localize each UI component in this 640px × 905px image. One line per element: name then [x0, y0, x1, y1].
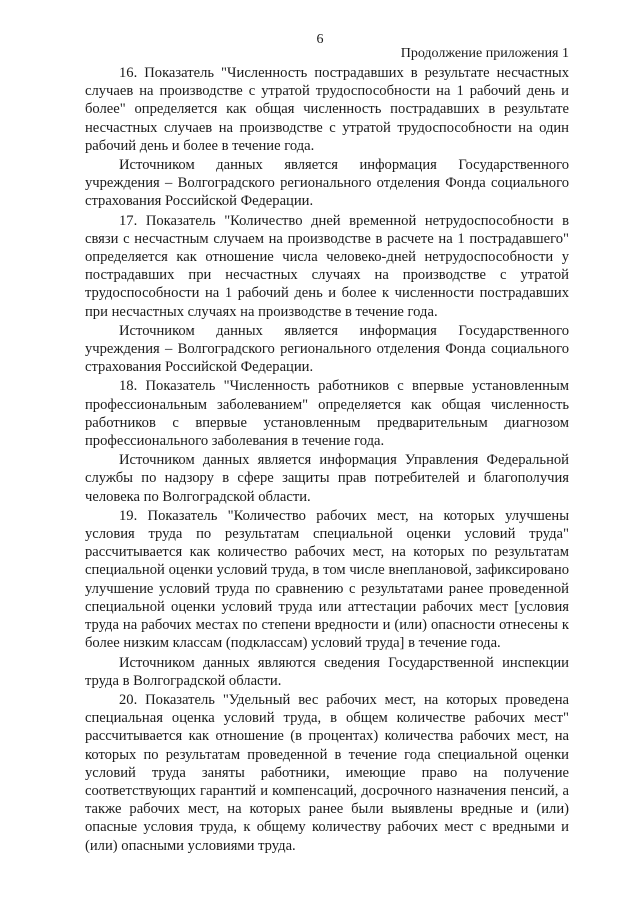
- document-body: [85, 64, 569, 855]
- indicator-19-definition: 19. Показатель "Количество рабочих мест, на которых улучшены условия труда по результатам специальной оценки условий труда" рассчитывается как количество рабочих мест, на которых по результатам специальной оценки условий труда, в том числе внеплановой, зафиксировано улучшение условий труда по сравнению с результатами ранее проведенной специальной оценки условий труда или аттестации рабочих мест [условия труда на рабочих местах по степени вредности и (или) опасности отнесены к более низким классам (подклассам) условий труда] в течение года.: [85, 507, 569, 652]
- indicator-18-source: Источником данных является информация Управления Федеральной службы по надзору в сфере защиты прав потребителей и благополучия человека по Волгоградской области.: [85, 452, 569, 505]
- indicator-17-definition: 17. Показатель "Количество дней временной нетрудоспособности в связи с несчастным случаем на производстве в расчете на 1 пострадавшего" определяется как отношение числа человеко-дней нетрудоспособности у пострадавших при несчастных случаях на производстве с утратой трудоспособности на 1 рабочий день и более к численности пострадавших при несчастных случаях на производстве в течение года.: [85, 212, 569, 320]
- indicator-17-source: Источником данных является информация Государственного учреждения – Волгоградского регионального отделения Фонда социального страхования Российской Федерации.: [85, 322, 569, 376]
- indicator-19-source: Источником данных являются сведения Государственной инспекции труда в Волгоградской области.: [85, 654, 569, 689]
- indicator-16-definition: 16. Показатель "Численность пострадавших в результате несчастных случаев на производстве с утратой трудоспособности на 1 рабочий день и более" определяется как общая численность пострадавших в результате несчастных случаев на производстве с утратой трудоспособности на один рабочий день и более в течение года.: [85, 65, 569, 154]
- indicator-18-definition: 18. Показатель "Численность работников с впервые установленным профессиональным заболеванием" определяется как общая численность работников с впервые установленным предварительным диагнозом профессионального заболевания в течение года.: [85, 378, 569, 450]
- indicator-20-definition: 20. Показатель "Удельный вес рабочих мест, на которых проведена специальная оценка условий труда, в общем количестве рабочих мест" рассчитывается как отношение (в процентах) количества рабочих мест, на которых по результатам проведенной в течение года специальной оценки условий труда заняты работники, имеющие право на получение соответствующих гарантий и компенсаций, досрочного назначения пенсий, а также рабочих мест, на которых ранее были выявлены вредные и (или) опасные условия труда, к общему количеству рабочих мест с вредными и (или) опасными условиями труда.: [85, 691, 569, 854]
- appendix-continuation-label: Продолжение приложения 1: [400, 46, 569, 61]
- indicator-16-source: Источником данных является информация Государственного учреждения – Волгоградского регионального отделения Фонда социального страхования Российской Федерации.: [85, 157, 569, 210]
- page-number: 6: [316, 32, 324, 47]
